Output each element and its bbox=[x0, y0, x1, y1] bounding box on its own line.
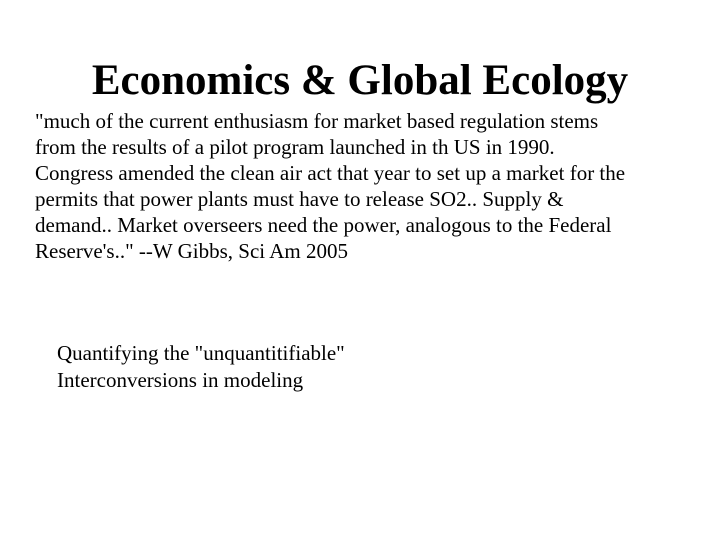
quote-line: permits that power plants must have to release SO2.. Supply & bbox=[35, 187, 564, 211]
quote-line: Congress amended the clean air act that year to set up a market for the bbox=[35, 161, 626, 185]
quote-line: "much of the current enthusiasm for market based regulation stems bbox=[35, 109, 599, 133]
bullet-list bbox=[57, 340, 345, 394]
quote-block bbox=[35, 108, 715, 264]
bullet-item: Quantifying the "unquantitifiable" bbox=[57, 341, 345, 365]
quote-line: demand.. Market overseers need the power, analogous to the Federal bbox=[35, 213, 612, 237]
slide-title: Economics & Global Ecology bbox=[91, 56, 629, 104]
bullet-item: Interconversions in modeling bbox=[57, 368, 304, 392]
quote-line: from the results of a pilot program launched in th US in 1990. bbox=[35, 135, 555, 159]
quote-line: Reserve's.." --W Gibbs, Sci Am 2005 bbox=[35, 239, 348, 263]
